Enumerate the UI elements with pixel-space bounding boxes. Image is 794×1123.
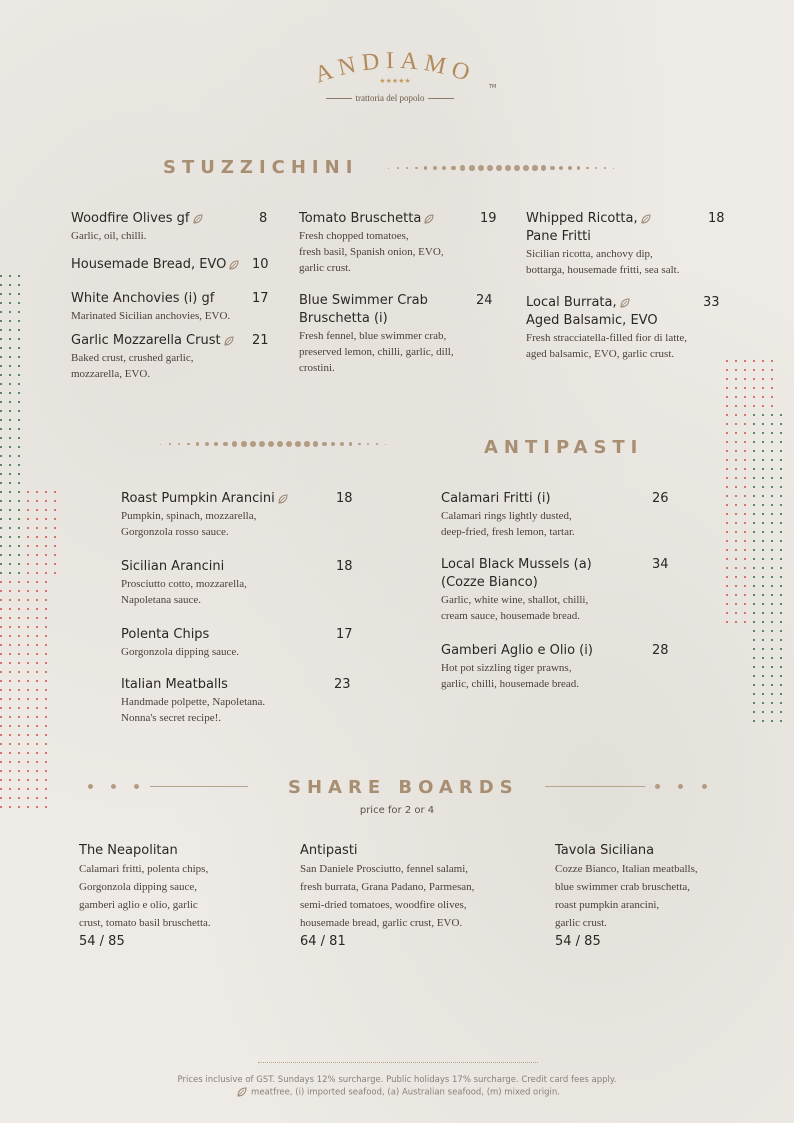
share-board xyxy=(79,843,279,949)
menu-column-stuzzichini-3 xyxy=(526,210,726,374)
divider-bead xyxy=(702,784,707,789)
item-description: Baked crust, crushed garlic, mozzarella, EVO. xyxy=(71,352,194,380)
item-name: Polenta Chips xyxy=(121,627,210,642)
menu-item xyxy=(441,642,681,692)
meatfree-icon xyxy=(237,1087,247,1097)
item-price: 17 xyxy=(252,291,269,306)
footer-legend: meatfree, (i) imported seafood, (a) Australian seafood, (m) mixed origin. xyxy=(60,1087,734,1098)
item-name: Roast Pumpkin Arancini xyxy=(121,491,275,506)
item-description: Handmade polpette, Napoletana. Nonna's secret recipe!. xyxy=(121,696,266,724)
meatfree-icon xyxy=(193,214,203,224)
item-price: 8 xyxy=(259,211,268,226)
divider-line-right xyxy=(545,786,645,787)
divider-bead xyxy=(88,784,93,789)
menu-item xyxy=(526,210,726,294)
board-title: Tavola Siciliana xyxy=(555,843,655,858)
item-name: Gamberi Aglio e Olio (i) xyxy=(441,643,593,658)
menu-column-stuzzichini-1 xyxy=(71,210,271,380)
decorative-dot-pattern-left xyxy=(0,275,70,815)
footer-surcharge-note: Prices inclusive of GST. Sundays 12% surcharge. Public holidays 17% surcharge. Credit card fees apply. xyxy=(177,1075,617,1085)
board-description: San Daniele Prosciutto, fennel salami, fresh burrata, Grana Padano, Parmesan, semi-dried tomatoes, woodfire olives, housemade bread, garlic crust, EVO. xyxy=(300,863,475,929)
item-price: 21 xyxy=(252,333,269,348)
menu-item xyxy=(121,490,361,558)
item-description: Garlic, white wine, shallot, chilli, cream sauce, housemade bread. xyxy=(441,594,589,622)
item-price: 18 xyxy=(336,559,353,574)
board-title: The Neapolitan xyxy=(79,843,178,858)
item-price: 28 xyxy=(652,643,669,658)
menu-item xyxy=(441,490,681,556)
brand-tagline: trattoria del popolo xyxy=(320,93,460,103)
menu-item xyxy=(299,292,499,382)
menu-item xyxy=(71,290,271,330)
divider-bead xyxy=(111,784,116,789)
section-heading-antipasti: ANTIPASTI xyxy=(484,437,644,458)
item-name: Italian Meatballs xyxy=(121,677,228,692)
item-price: 18 xyxy=(336,491,353,506)
item-price: 18 xyxy=(708,211,725,226)
item-price: 26 xyxy=(652,491,669,506)
item-description: Pumpkin, spinach, mozzarella, Gorgonzola rosso sauce. xyxy=(121,510,257,538)
share-board xyxy=(555,843,755,949)
decorative-beads-stuzzichini xyxy=(388,163,633,173)
item-name: Whipped Ricotta, Pane Fritti xyxy=(526,210,726,246)
board-description: Cozze Bianco, Italian meatballs, blue swimmer crab bruschetta, roast pumpkin arancini, garlic crust. xyxy=(555,863,698,929)
item-name: Local Black Mussels (a) (Cozze Bianco) xyxy=(441,557,592,590)
meatfree-icon xyxy=(278,494,288,504)
svg-text:TM: TM xyxy=(489,84,497,90)
item-price: 10 xyxy=(252,257,269,272)
item-name: Garlic Mozzarella Crust xyxy=(71,333,221,348)
item-description: Fresh chopped tomatoes, fresh basil, Spanish onion, EVO, garlic crust. xyxy=(299,230,444,274)
menu-item xyxy=(71,256,271,290)
meatfree-icon xyxy=(641,214,651,224)
item-description: Fresh fennel, blue swimmer crab, preserved lemon, chilli, garlic, dill, crostini. xyxy=(299,330,454,374)
item-description: Hot pot sizzling tiger prawns, garlic, chilli, housemade bread. xyxy=(441,662,580,690)
menu-column-antipasti-right xyxy=(441,490,681,692)
item-name: Local Burrata, Aged Balsamic, EVO xyxy=(526,295,658,328)
item-price: 17 xyxy=(336,627,353,642)
divider-line-left xyxy=(150,786,248,787)
item-price: 34 xyxy=(652,557,669,572)
item-description: Calamari rings lightly dusted, deep-fried, fresh lemon, tartar. xyxy=(441,510,575,538)
item-description: Gorgonzola dipping sauce. xyxy=(121,646,240,658)
item-description: Sicilian ricotta, anchovy dip, bottarga, housemade fritti, sea salt. xyxy=(526,248,680,276)
menu-item xyxy=(71,210,271,250)
menu-item xyxy=(121,626,361,676)
svg-text:ANDIAMO: ANDIAMO xyxy=(311,50,479,89)
menu-item xyxy=(121,558,361,626)
item-name: Tomato Bruschetta xyxy=(299,211,422,226)
item-name: Sicilian Arancini xyxy=(121,559,225,574)
item-description: Marinated Sicilian anchovies, EVO. xyxy=(71,310,231,322)
meatfree-icon xyxy=(229,260,239,270)
menu-item xyxy=(441,556,681,642)
footer-notes xyxy=(60,1075,734,1098)
section-heading-stuzzichini: STUZZICHINI xyxy=(163,157,359,178)
board-price: 54 / 85 xyxy=(79,934,125,949)
menu-item xyxy=(71,332,271,380)
share-board xyxy=(300,843,520,949)
menu-item xyxy=(526,294,726,374)
item-name: Woodfire Olives gf xyxy=(71,211,190,226)
menu-item xyxy=(121,676,361,726)
item-price: 24 xyxy=(476,293,493,308)
footer-dotted-rule xyxy=(258,1062,538,1063)
board-price: 64 / 81 xyxy=(300,934,346,949)
item-price: 23 xyxy=(334,677,351,692)
decorative-dot-pattern-right xyxy=(726,360,794,730)
board-title: Antipasti xyxy=(300,843,358,858)
meatfree-icon xyxy=(620,298,630,308)
board-price: 54 / 85 xyxy=(555,934,601,949)
item-name: White Anchovies (i) gf xyxy=(71,291,215,306)
item-description: Prosciutto cotto, mozzarella, Napoletana sauce. xyxy=(121,578,247,606)
item-description: Fresh stracciatella-filled fior di latte, aged balsamic, EVO, garlic crust. xyxy=(526,332,687,360)
meatfree-icon xyxy=(224,336,234,346)
share-boards-subtitle: price for 2 or 4 xyxy=(359,805,435,816)
svg-text:★★★★★: ★★★★★ xyxy=(379,77,411,85)
board-description: Calamari fritti, polenta chips, Gorgonzola dipping sauce, gamberi aglio e olio, garlic crust, tomato basil bruschetta. xyxy=(79,863,211,929)
section-heading-share-boards: SHARE BOARDS xyxy=(288,777,519,798)
item-price: 33 xyxy=(703,295,720,310)
item-name: Calamari Fritti (i) xyxy=(441,491,551,506)
menu-column-stuzzichini-2 xyxy=(299,210,499,382)
decorative-beads-antipasti xyxy=(160,439,405,449)
divider-bead xyxy=(655,784,660,789)
divider-bead xyxy=(678,784,683,789)
menu-item xyxy=(299,210,499,292)
menu-column-antipasti-left xyxy=(121,490,361,726)
item-price: 19 xyxy=(480,211,497,226)
item-name: Blue Swimmer Crab Bruschetta (i) xyxy=(299,293,428,326)
divider-bead xyxy=(134,784,139,789)
item-description: Garlic, oil, chilli. xyxy=(71,230,147,242)
item-name: Housemade Bread, EVO xyxy=(71,257,227,272)
meatfree-icon xyxy=(424,214,434,224)
